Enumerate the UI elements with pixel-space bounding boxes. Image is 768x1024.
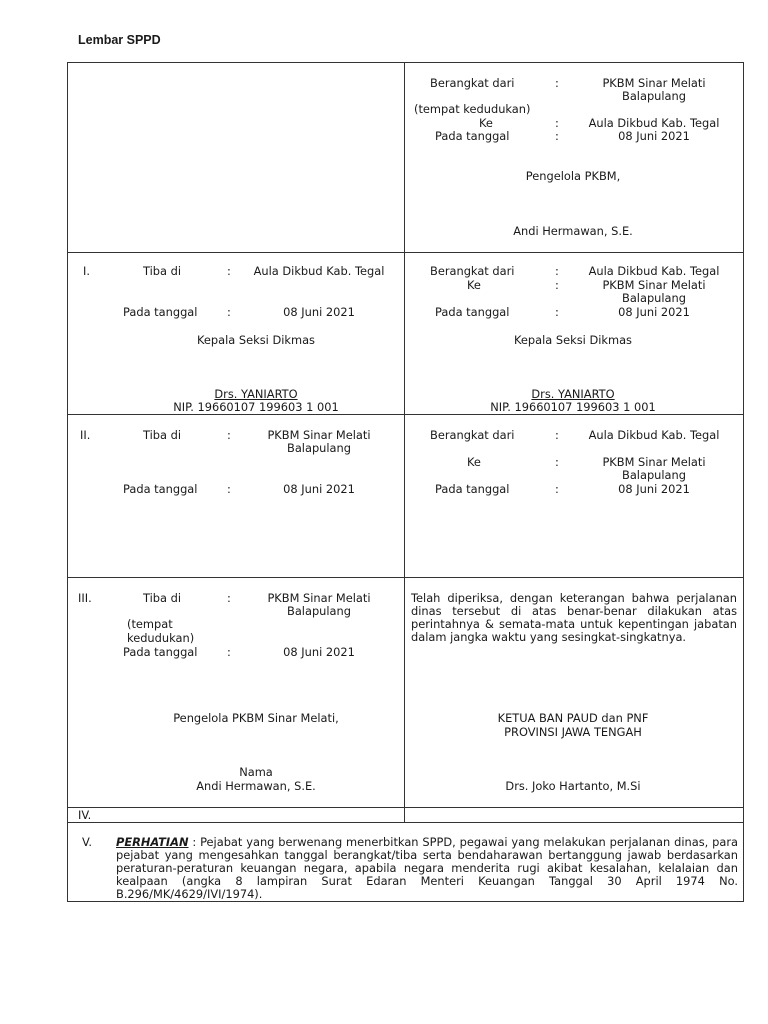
s3-right-jabatan-2: PROVINSI JAWA TENGAH [504, 725, 642, 739]
s3-tanggal-label: Pada tanggal [123, 645, 198, 659]
s3-right-signer-name: Drs. Joko Hartanto, M.Si [505, 779, 641, 793]
s2-ke-value: PKBM Sinar Melati [602, 455, 706, 469]
s1-tiba-label: Tiba di [143, 264, 181, 278]
s1-tanggal-label: Pada tanggal [123, 305, 198, 319]
s1-tiba-value: Aula Dikbud Kab. Tegal [253, 264, 385, 278]
top-signer-name: Andi Hermawan, S.E. [513, 224, 633, 238]
s3-left-jabatan: Pengelola PKBM Sinar Melati, [173, 711, 339, 725]
row-divider [67, 414, 744, 415]
section-4-number: IV. [78, 808, 92, 822]
s2-r-tanggal-value: 08 Juni 2021 [618, 482, 690, 496]
s3-kedudukan: kedudukan) [127, 631, 195, 645]
s2-tiba-value: PKBM Sinar Melati [267, 428, 371, 442]
row-divider [67, 807, 744, 808]
s2-ke-colon: : [555, 455, 559, 469]
top-berangkat-colon: : [555, 76, 559, 90]
section-2-number: II. [80, 428, 91, 442]
s1-tanggal-colon: : [227, 305, 231, 319]
s1-left-signer-name: Drs. YANIARTO [214, 387, 298, 401]
top-tanggal-label: Pada tanggal [435, 129, 510, 143]
s2-ke-value-2: Balapulang [622, 468, 686, 482]
s1-r-tanggal-value: 08 Juni 2021 [618, 305, 690, 319]
s3-tiba-label: Tiba di [143, 591, 181, 605]
s1-right-jabatan: Kepala Seksi Dikmas [514, 333, 632, 347]
s3-left-nama-label: Nama [239, 765, 273, 779]
s1-berangkat-colon: : [555, 264, 559, 278]
top-berangkat-value-2: Balapulang [622, 89, 686, 103]
top-ke-value: Aula Dikbud Kab. Tegal [588, 116, 720, 130]
s2-tanggal-value: 08 Juni 2021 [283, 482, 355, 496]
s2-berangkat-label: Berangkat dari [430, 428, 515, 442]
section-3-number: III. [78, 591, 92, 605]
s5-perhatian-body: : Pejabat yang berwenang menerbitkan SPPD, pegawai yang melakukan perjalanan dinas, para pejabat yang mengesahkan tanggal berangkat/tiba serta bendaharawan bertanggung jawab berdasarkan peraturan-peraturan keuangan negara, apabila negara menderita rugi akibat kesalahan, kelalaian dan kealpaan (angka 8 lampiran Surat Edaran Menteri Keuangan Tanggal 30 April 1974 No. B.296/MK/4629/IVI/1974). [116, 835, 738, 901]
s2-tanggal-colon: : [227, 482, 231, 496]
s2-r-tanggal-colon: : [555, 482, 559, 496]
s3-tiba-value: PKBM Sinar Melati [267, 591, 371, 605]
s1-tiba-colon: : [227, 264, 231, 278]
section-5-number: V. [82, 835, 92, 849]
s3-tiba-colon: : [227, 591, 231, 605]
top-ke-colon: : [555, 116, 559, 130]
s2-berangkat-value: Aula Dikbud Kab. Tegal [588, 428, 720, 442]
s1-tanggal-value: 08 Juni 2021 [283, 305, 355, 319]
column-divider [404, 62, 405, 823]
row-divider [67, 252, 744, 253]
s2-ke-label: Ke [467, 455, 481, 469]
s3-tanggal-value: 08 Juni 2021 [283, 645, 355, 659]
s1-ke-value: PKBM Sinar Melati [602, 278, 706, 292]
s1-r-tanggal-colon: : [555, 305, 559, 319]
s1-ke-value-2: Balapulang [622, 291, 686, 305]
row-divider [67, 577, 744, 578]
s2-tiba-colon: : [227, 428, 231, 442]
s1-r-tanggal-label: Pada tanggal [435, 305, 510, 319]
top-berangkat-label: Berangkat dari [430, 76, 515, 90]
s3-right-jabatan: KETUA BAN PAUD dan PNF [497, 711, 649, 725]
s1-ke-label: Ke [467, 278, 481, 292]
s2-r-tanggal-label: Pada tanggal [435, 482, 510, 496]
s3-tanggal-colon: : [227, 645, 231, 659]
s2-berangkat-colon: : [555, 428, 559, 442]
section-1-number: I. [83, 264, 90, 278]
s1-berangkat-label: Berangkat dari [430, 264, 515, 278]
page-title: Lembar SPPD [78, 33, 161, 47]
s2-tanggal-label: Pada tanggal [123, 482, 198, 496]
s3-left-signer-name: Andi Hermawan, S.E. [196, 779, 316, 793]
s1-ke-colon: : [555, 278, 559, 292]
s2-tiba-label: Tiba di [143, 428, 181, 442]
s3-verification-span: Telah diperiksa, dengan keterangan bahwa perjalanan dinas tersebut di atas benar-benar dilakukan atas perintahnya & semata-mata untuk kepentingan jabatan dalam jangka waktu yang sesingkat-singkatnya. [411, 591, 737, 644]
s1-left-jabatan: Kepala Seksi Dikmas [197, 333, 315, 347]
top-ke-label: Ke [479, 116, 493, 130]
s5-perhatian-label: PERHATIAN [116, 835, 189, 849]
s1-left-nip: NIP. 19660107 199603 1 001 [173, 400, 339, 414]
s2-tiba-value-2: Balapulang [287, 441, 351, 455]
top-tanggal-colon: : [555, 129, 559, 143]
s3-tempat: (tempat [127, 617, 173, 631]
s1-berangkat-value: Aula Dikbud Kab. Tegal [588, 264, 720, 278]
s3-tiba-value-2: Balapulang [287, 604, 351, 618]
s5-perhatian-text [116, 836, 738, 901]
s1-right-nip: NIP. 19660107 199603 1 001 [490, 400, 656, 414]
top-jabatan: Pengelola PKBM, [525, 169, 621, 183]
row-divider [67, 822, 744, 823]
top-tempat-kedudukan: (tempat kedudukan) [414, 102, 531, 116]
top-tanggal-value: 08 Juni 2021 [618, 129, 690, 143]
top-berangkat-value: PKBM Sinar Melati [602, 76, 706, 90]
s3-verification-text [411, 592, 737, 644]
s1-right-signer-name: Drs. YANIARTO [531, 387, 615, 401]
